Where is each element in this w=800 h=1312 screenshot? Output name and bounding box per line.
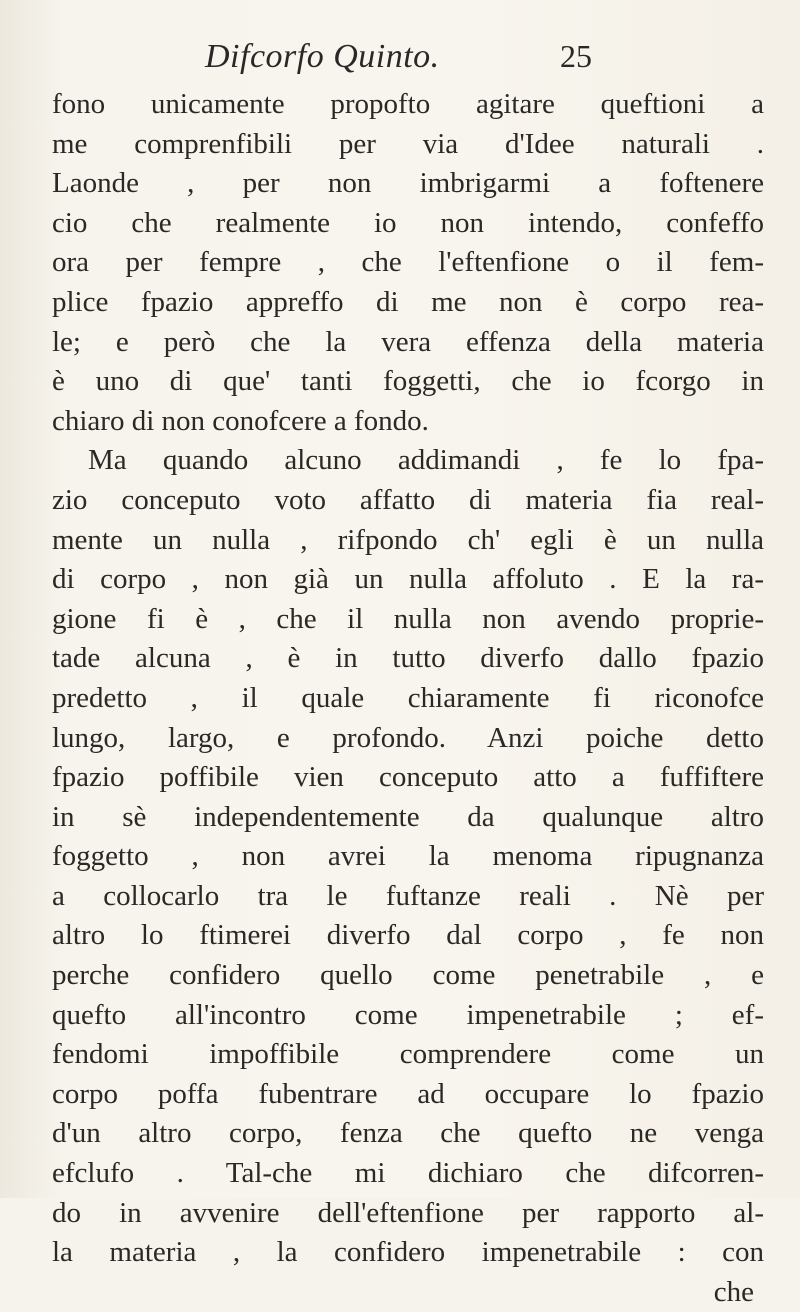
body-text [52,85,764,1312]
text-line: le; e però che la vera effenza della materia [52,325,764,358]
text-line: in sè independentemente da qualunque altro [52,800,764,833]
text-line: Laonde , per non imbrigarmi a foftenere [52,167,764,200]
text-line: di corpo , non già un nulla affoluto . E la ra- [52,563,764,596]
running-head [0,38,800,86]
text-line: d'un altro corpo, fenza che quefto ne venga [52,1117,764,1150]
text-line: a collocarlo tra le fuftanze reali . Nè per [52,879,764,912]
text-line: predetto , il quale chiaramente fi riconofce [52,681,764,714]
text-line: lungo, largo, e profondo. Anzi poiche detto [52,721,764,754]
text-line: quefto all'incontro come impenetrabile ; ef- [52,998,764,1031]
text-line: do in avvenire dell'eftenfione per rapporto al- [52,1196,764,1229]
text-line: me comprenfibili per via d'Idee naturali . [52,127,764,160]
text-line: cio che realmente io non intendo, confeffo [52,206,764,239]
text-line: plice fpazio appreffo di me non è corpo rea- [52,285,764,318]
text-line: perche confidero quello come penetrabile , e [52,959,764,992]
text-line: fendomi impoffibile comprendere come un [52,1038,764,1071]
text-line: efclufo . Tal-che mi dichiaro che difcorren- [52,1157,764,1190]
text-line: altro lo ftimerei diverfo dal corpo , fe non [52,919,764,952]
text-line: tade alcuna , è in tutto diverfo dallo fpazio [52,642,764,675]
text-line: la materia , la confidero impenetrabile : con [52,1236,764,1269]
text-line: fpazio poffibile vien conceputo atto a fuffiftere [52,761,764,794]
running-title: Difcorfo Quinto. [205,38,440,75]
page-number: 25 [560,38,592,74]
text-line: ora per fempre , che l'eftenfione o il fem- [52,246,764,279]
text-line: zio conceputo voto affatto di materia fia real- [52,483,764,516]
text-line: foggetto , non avrei la menoma ripugnanza [52,840,764,873]
text-line: chiaro di non conofcere a fondo. [52,404,429,437]
catchword: che [713,1275,754,1308]
text-line: mente un nulla , rifpondo ch' egli è un nulla [52,523,764,556]
text-line: è uno di que' tanti foggetti, che io fcorgo in [52,365,764,398]
text-line: corpo poffa fubentrare ad occupare lo fpazio [52,1077,764,1110]
text-line: gione fi è , che il nulla non avendo proprie- [52,602,764,635]
text-line: fono unicamente propofto agitare queftioni a [52,88,764,120]
text-line: Ma quando alcuno addimandi , fe lo fpa- [88,444,764,477]
